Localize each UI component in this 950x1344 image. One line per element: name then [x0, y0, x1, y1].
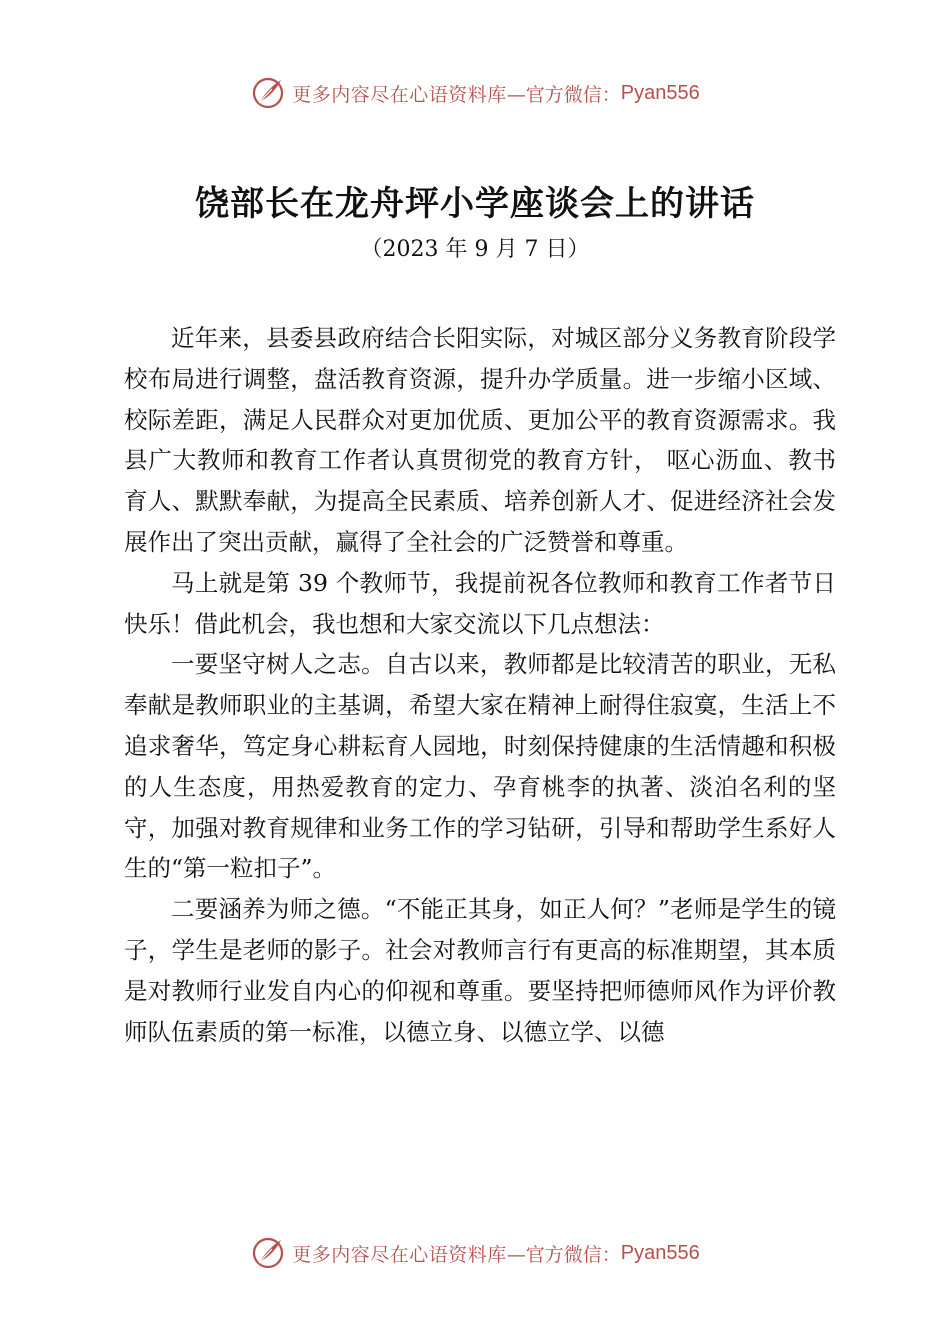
paragraph: 近年来，县委县政府结合长阳实际，对城区部分义务教育阶段学校布局进行调整，盘活教育资源，提升办学质量。进一步缩小区域、校际差距，满足人民群众对更加优质、更加公平的教育资源需求。我县广大教师和教育工作者认真贯彻党的教育方针， 呕心沥血、教书育人、默默奉献，为提高全民素质、培养创新人才、促进经济社会发展作出了突出贡献，赢得了全社会的广泛赞誉和尊重。 [124, 324, 836, 556]
banner-text: 更多内容尽在心语资料库 [292, 83, 507, 106]
document-date: （2023 年 9 月 7 日） [360, 237, 590, 262]
banner-content [250, 75, 700, 111]
paragraph: 一要坚守树人之志。自古以来，教师都是比较清苦的职业，无私奉献是教师职业的主基调，希望大家在精神上耐得住寂寞，生活上不追求奢华，笃定身心耕耘育人园地，时刻保持健康的生活情趣和积极的人生态度，用热爱教育的定力、孕育桃李的执著、淡泊名利的坚守，加强对教育规律和业务工作的学习钻研，引导和帮助学生系好人生的“第一粒扣子”。 [124, 650, 836, 883]
footer-banner [0, 1233, 950, 1273]
banner-text: 更多内容尽在心语资料库 [292, 1243, 507, 1266]
document-title: 饶部长在龙舟坪小学座谈会上的讲话 [195, 184, 755, 224]
wechat-id: Pyan556 [620, 1241, 700, 1264]
header-banner [0, 73, 950, 113]
banner-content [250, 1235, 700, 1271]
document-body [124, 318, 836, 1052]
paragraph: 二要涵养为师之德。“不能正其身，如正人何？”老师是学生的镜子，学生是老师的影子。社会对教师言行有更高的标准期望，其本质是对教师行业发自内心的仰视和尊重。要坚持把师德师风作为评价教师队伍素质的第一标准，以德立身、以德立学、以德 [124, 895, 836, 1046]
paragraph: 马上就是第 39 个教师节，我提前祝各位教师和教育工作者节日快乐！借此机会，我也想和大家交流以下几点想法： [124, 568, 836, 638]
wechat-id: Pyan556 [620, 81, 700, 104]
feather-circle-icon [250, 1235, 286, 1271]
banner-separator: —官方微信： [506, 1243, 621, 1266]
feather-circle-icon [250, 75, 286, 111]
banner-separator: —官方微信： [506, 83, 621, 106]
